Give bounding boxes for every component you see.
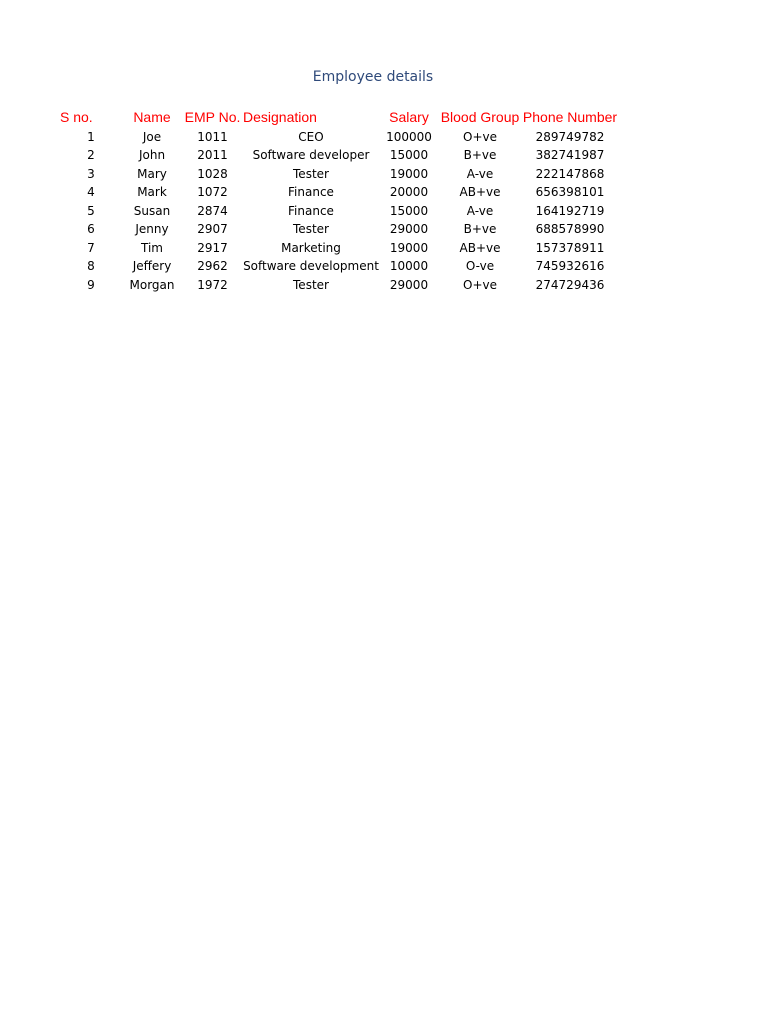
cell-phone-number: 222147868 <box>535 166 605 181</box>
cell-emp-no: 1072 <box>197 185 228 199</box>
cell-emp-no: 1028 <box>197 166 228 181</box>
cell-blood-group: B+ve <box>463 148 497 162</box>
cell-s-no: 3 <box>87 166 95 181</box>
cell-emp-no: 2917 <box>197 240 228 255</box>
table-row <box>60 218 619 237</box>
cell-emp-no: 2907 <box>197 222 228 236</box>
cell-emp-no: 2011 <box>197 148 228 162</box>
cell-salary: 15000 <box>389 203 429 218</box>
cell-s-no: 8 <box>87 259 95 273</box>
cell-designation: Marketing <box>281 240 341 255</box>
cell-salary: 100000 <box>386 129 432 144</box>
table-row <box>60 162 619 181</box>
cell-phone-number: 745932616 <box>535 259 605 273</box>
cell-designation: Tester <box>293 277 329 292</box>
cell-name: Jenny <box>135 222 169 236</box>
cell-s-no: 7 <box>87 240 95 255</box>
cell-emp-no: 2962 <box>197 259 228 273</box>
cell-phone-number: 656398101 <box>535 185 605 199</box>
cell-s-no: 4 <box>87 185 95 199</box>
cell-salary: 29000 <box>389 222 429 236</box>
cell-s-no: 5 <box>87 203 95 218</box>
cell-blood-group: B+ve <box>463 222 497 236</box>
cell-name: Morgan <box>129 277 175 292</box>
header-s-no: S no. <box>60 109 93 125</box>
cell-name: Jeffery <box>132 259 172 273</box>
table-row <box>60 273 619 292</box>
cell-designation: Software development <box>243 259 379 273</box>
cell-emp-no: 1011 <box>197 129 228 144</box>
header-designation: Designation <box>243 109 317 125</box>
table-row <box>60 199 619 218</box>
header-salary: Salary <box>389 109 429 125</box>
cell-salary: 10000 <box>389 259 429 273</box>
cell-name: Joe <box>142 129 162 144</box>
cell-s-no: 9 <box>87 277 95 292</box>
cell-designation: Finance <box>288 185 334 199</box>
sheet-title: Employee details <box>312 69 434 85</box>
cell-s-no: 6 <box>87 222 95 236</box>
cell-name: Mary <box>137 166 167 181</box>
cell-blood-group: A-ve <box>466 166 494 181</box>
cell-name: John <box>138 148 166 162</box>
header-blood-group: Blood Group <box>440 109 520 125</box>
cell-blood-group: AB+ve <box>459 240 501 255</box>
cell-designation: CEO <box>298 129 324 144</box>
header-phone-number: Phone Number <box>522 109 618 125</box>
cell-s-no: 1 <box>87 129 95 144</box>
cell-salary: 19000 <box>389 166 429 181</box>
header-row <box>60 105 619 125</box>
cell-phone-number: 688578990 <box>535 222 605 236</box>
cell-designation: Tester <box>293 166 329 181</box>
table-row <box>60 144 619 163</box>
cell-phone-number: 289749782 <box>535 129 605 144</box>
employee-table <box>60 105 619 292</box>
cell-designation: Software developer <box>252 148 370 162</box>
cell-blood-group: AB+ve <box>459 185 501 199</box>
table-row <box>60 181 619 200</box>
cell-phone-number: 382741987 <box>535 148 605 162</box>
cell-name: Susan <box>133 203 171 218</box>
table-row <box>60 236 619 255</box>
cell-salary: 20000 <box>389 185 429 199</box>
cell-designation: Finance <box>288 203 334 218</box>
cell-emp-no: 2874 <box>197 203 228 218</box>
cell-salary: 29000 <box>389 277 429 292</box>
cell-phone-number: 157378911 <box>535 240 605 255</box>
cell-salary: 15000 <box>389 148 429 162</box>
cell-name: Tim <box>141 240 163 255</box>
table-row <box>60 125 619 144</box>
cell-designation: Tester <box>293 222 329 236</box>
cell-blood-group: O-ve <box>465 259 495 273</box>
cell-blood-group: O+ve <box>463 277 497 292</box>
cell-s-no: 2 <box>87 148 95 162</box>
header-emp-no: EMP No. <box>184 109 241 125</box>
table-row <box>60 255 619 274</box>
cell-blood-group: A-ve <box>466 203 494 218</box>
cell-salary: 19000 <box>389 240 429 255</box>
cell-name: Mark <box>137 185 167 199</box>
cell-phone-number: 164192719 <box>535 203 605 218</box>
header-name: Name <box>133 109 171 125</box>
cell-emp-no: 1972 <box>197 277 228 292</box>
cell-phone-number: 274729436 <box>535 277 605 292</box>
cell-blood-group: O+ve <box>463 129 497 144</box>
